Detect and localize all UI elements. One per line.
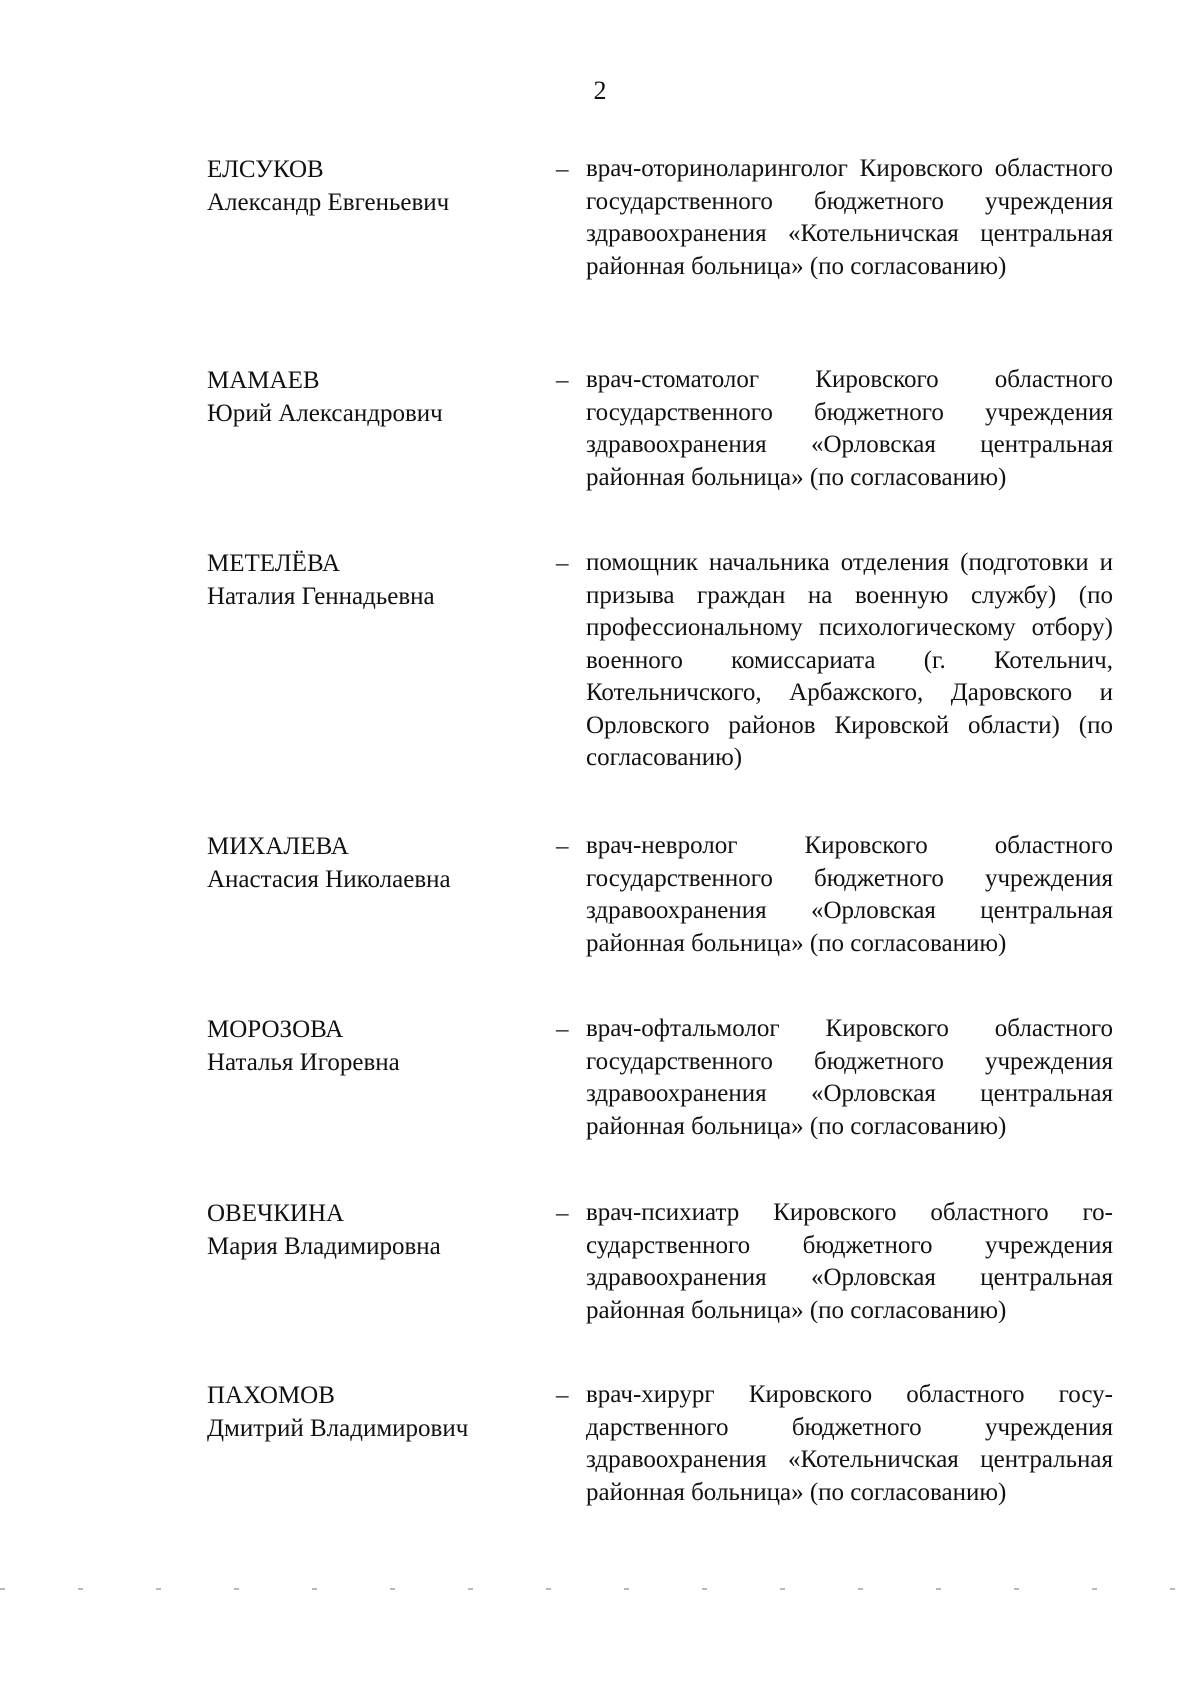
member-position: врач-оториноларинголог Кировского областного государственного бюджетного учреждения здравоохранения «Котельничская центральная районная больница» (по согласованию) bbox=[586, 155, 1113, 280]
member-position: врач-офтальмолог Кировского областного государственного бюджетного учреждения здравоохранения «Орловская центральная районная больница» (по согласованию) bbox=[586, 1015, 1113, 1140]
member-position: врач-хирург Кировского областного государственного бюджетного учреждения здравоохранения «Котельничская центральная районная больница» (по согласованию) bbox=[586, 1381, 1113, 1506]
member-position: врач-стоматолог Кировского областного государственного бюджетного учреждения здравоохранения «Орловская центральная районная больница» (по согласованию) bbox=[586, 366, 1113, 491]
separator-dash: – bbox=[556, 1200, 569, 1227]
member-surname: ЕЛСУКОВ bbox=[207, 156, 324, 183]
member-name bbox=[207, 1197, 537, 1263]
member-given-names: Наталья Игоревна bbox=[207, 1049, 400, 1076]
member-surname: МЕТЕЛЁВА bbox=[207, 550, 341, 577]
member-given-names: Юрий Александрович bbox=[207, 400, 443, 427]
member-name bbox=[207, 830, 537, 896]
member-surname: МАМАЕВ bbox=[207, 367, 320, 394]
member-surname: МИХАЛЕВА bbox=[207, 833, 349, 860]
member-position: помощник начальника отделения (подготовки и призыва граждан на военную службу) (по профессиональному психологическому отбору) военного комиссариата (г. Котельнич, Котельничского, Арбажского, Даровского и Орловского районов Кировской области) (по согласованию) bbox=[586, 549, 1113, 771]
separator-dash: – bbox=[556, 1016, 569, 1043]
scan-artifact-divider bbox=[0, 1588, 1200, 1590]
member-position: врач-психиатр Кировского областного государственного бюджетного учреждения здравоохранения «Орловская центральная районная больница» (по согласованию) bbox=[586, 1199, 1113, 1324]
member-given-names: Дмитрий Владимирович bbox=[207, 1415, 469, 1442]
member-given-names: Наталия Геннадьевна bbox=[207, 583, 435, 610]
member-given-names: Анастасия Николаевна bbox=[207, 866, 451, 893]
separator-dash: – bbox=[556, 367, 569, 394]
member-name bbox=[207, 1013, 537, 1079]
separator-dash: – bbox=[556, 833, 569, 860]
separator-dash: – bbox=[556, 550, 569, 577]
member-position: врач-невролог Кировского областного государственного бюджетного учреждения здравоохранения «Орловская центральная районная больница» (по согласованию) bbox=[586, 832, 1113, 957]
member-surname: МОРОЗОВА bbox=[207, 1016, 344, 1043]
member-surname: ОВЕЧКИНА bbox=[207, 1200, 345, 1227]
member-surname: ПАХОМОВ bbox=[207, 1382, 335, 1409]
member-name bbox=[207, 364, 537, 430]
page-number: 2 bbox=[593, 76, 607, 105]
member-given-names: Александр Евгеньевич bbox=[207, 189, 450, 216]
separator-dash: – bbox=[556, 1382, 569, 1409]
member-name bbox=[207, 547, 537, 613]
member-given-names: Мария Владимировна bbox=[207, 1233, 441, 1260]
member-name bbox=[207, 153, 537, 219]
member-name bbox=[207, 1379, 537, 1445]
separator-dash: – bbox=[556, 156, 569, 183]
